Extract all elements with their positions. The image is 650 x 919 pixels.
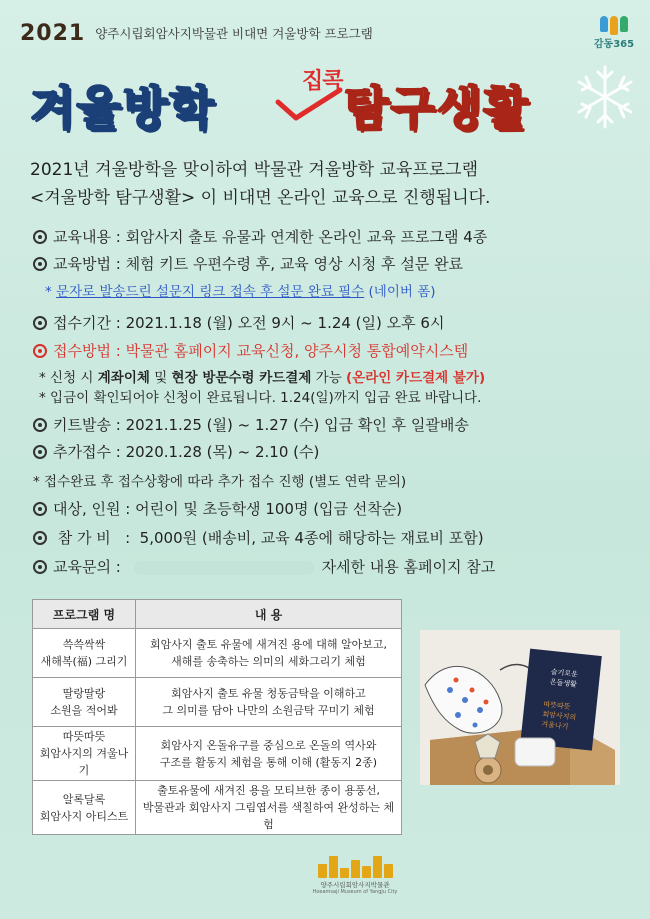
museum-logo <box>300 856 410 895</box>
svg-text:회암사지의: 회암사지의 <box>541 710 577 722</box>
svg-text:겨울나기: 겨울나기 <box>540 720 569 731</box>
svg-text:온돌생활: 온돌생활 <box>549 677 578 689</box>
table-header-row <box>33 600 402 629</box>
table-row <box>33 678 402 727</box>
detail-target: 대상, 인원 : 어린이 및 초등학생 100명 (입금 선착순) <box>33 498 402 519</box>
museum-emblem-icon <box>300 856 410 878</box>
bullet-icon <box>33 445 47 459</box>
detail-apply-note-2: * 입금이 확인되어야 신청이 완료됩니다. 1.24(일)까지 입금 완료 바랍니다. <box>39 390 482 406</box>
bullet-icon <box>33 531 47 545</box>
title-part-blue: 겨울방학 <box>30 81 216 135</box>
year-text: 2021 <box>20 20 86 46</box>
table-header: 내 용 <box>136 600 402 629</box>
bullet-icon <box>33 502 47 516</box>
person-icon <box>620 16 628 32</box>
bullet-icon <box>33 560 47 574</box>
snowflake-icon <box>570 62 640 132</box>
program-name: 쓱쓱싹싹 새해복(福) 그리기 <box>33 629 136 678</box>
program-desc: 회암사지 출토 유물 청동금탁을 이해하고 그 의미를 담아 나만의 소원금탁 꾸미기 체험 <box>136 678 402 727</box>
museum-name: 양주시립회암사지박물관 <box>320 881 390 889</box>
program-name: 알록달록 회암사지 아티스트 <box>33 781 136 835</box>
program-desc: 회암사지 출토 유물에 새겨진 용에 대해 알아보고, 새해를 송축하는 의미의 세화그리기 체험 <box>136 629 402 678</box>
logo-text: 감동365 <box>593 39 635 50</box>
table-row <box>33 727 402 781</box>
year-logo <box>20 21 85 46</box>
header-bar <box>20 18 373 48</box>
gamdong365-logo <box>592 16 636 54</box>
detail-inquiry: 교육문의 : 자세한 내용 홈페이지 참고 <box>33 556 495 577</box>
table-row <box>33 629 402 678</box>
bullet-icon <box>33 418 47 432</box>
program-name: 따뜻따뜻 회암사지의 겨울나기 <box>33 727 136 781</box>
intro-line: 2021년 겨울방학을 맞이하여 박물관 겨울방학 교육프로그램 <box>30 160 478 180</box>
museum-name-en: Hoeamsaji Museum of Yangju City <box>312 889 398 895</box>
detail-period: 접수기간 : 2021.1.18 (월) 오전 9시 ~ 1.24 (일) 오후 6시 <box>33 312 444 333</box>
bullet-icon <box>33 230 47 244</box>
svg-text:슬기로운: 슬기로운 <box>550 667 579 679</box>
person-icon <box>600 16 608 32</box>
program-table <box>32 599 402 835</box>
detail-fee: 참 가 비 : 5,000원 (배송비, 교육 4종에 해당하는 재료비 포함) <box>33 527 484 548</box>
table-row <box>33 781 402 835</box>
detail-content: 교육내용 : 회암사지 출토 유물과 연계한 온라인 교육 프로그램 4종 <box>33 226 487 247</box>
redacted-contact <box>134 561 314 575</box>
detail-method-note: * 문자로 발송드린 설문지 링크 접속 후 설문 완료 필수 (네이버 폼) <box>45 284 436 300</box>
program-name: 딸랑딸랑 소원을 적어봐 <box>33 678 136 727</box>
intro-line: <겨울방학 탐구생활> 이 비대면 온라인 교육으로 진행됩니다. <box>30 188 491 208</box>
main-title <box>30 64 590 144</box>
svg-text:따뜻따뜻: 따뜻따뜻 <box>543 700 571 712</box>
detail-extra-note: * 접수완료 후 접수상황에 따라 추가 접수 진행 (별도 연락 문의) <box>33 474 407 490</box>
bullet-icon <box>33 257 47 271</box>
program-desc: 회암사지 온돌유구를 중심으로 온돌의 역사와 구조를 활동지 체험을 통해 이해 (활동지 2종) <box>136 727 402 781</box>
bullet-icon <box>33 316 47 330</box>
detail-apply: 접수방법 : 박물관 홈페이지 교육신청, 양주시청 통합예약시스템 <box>33 340 468 361</box>
title-part-red: 탐구생활 <box>344 81 530 135</box>
header-subtitle: 양주시립회암사지박물관 비대면 겨울방학 프로그램 <box>95 26 373 41</box>
title-correction: 집콕 <box>302 69 343 94</box>
kit-photo <box>420 630 620 785</box>
table-header: 프로그램 명 <box>33 600 136 629</box>
detail-apply-note-1: * 신청 시 계좌이체 및 현장 방문수령 카드결제 가능 (온라인 카드결제 불가) <box>39 370 486 386</box>
bullet-icon <box>33 344 47 358</box>
detail-extra: 추가접수 : 2020.1.28 (목) ~ 2.10 (수) <box>33 441 319 462</box>
detail-kit: 키트발송 : 2021.1.25 (월) ~ 1.27 (수) 입금 확인 후 일괄배송 <box>33 414 469 435</box>
program-desc: 출토유물에 새겨진 용을 모티브한 종이 용풍선, 박물관과 회암사지 그림엽서를 색칠하여 완성하는 체험 <box>136 781 402 835</box>
detail-method: 교육방법 : 체험 키트 우편수령 후, 교육 영상 시청 후 설문 완료 <box>33 253 463 274</box>
intro-text <box>30 156 490 212</box>
person-icon <box>610 16 618 35</box>
